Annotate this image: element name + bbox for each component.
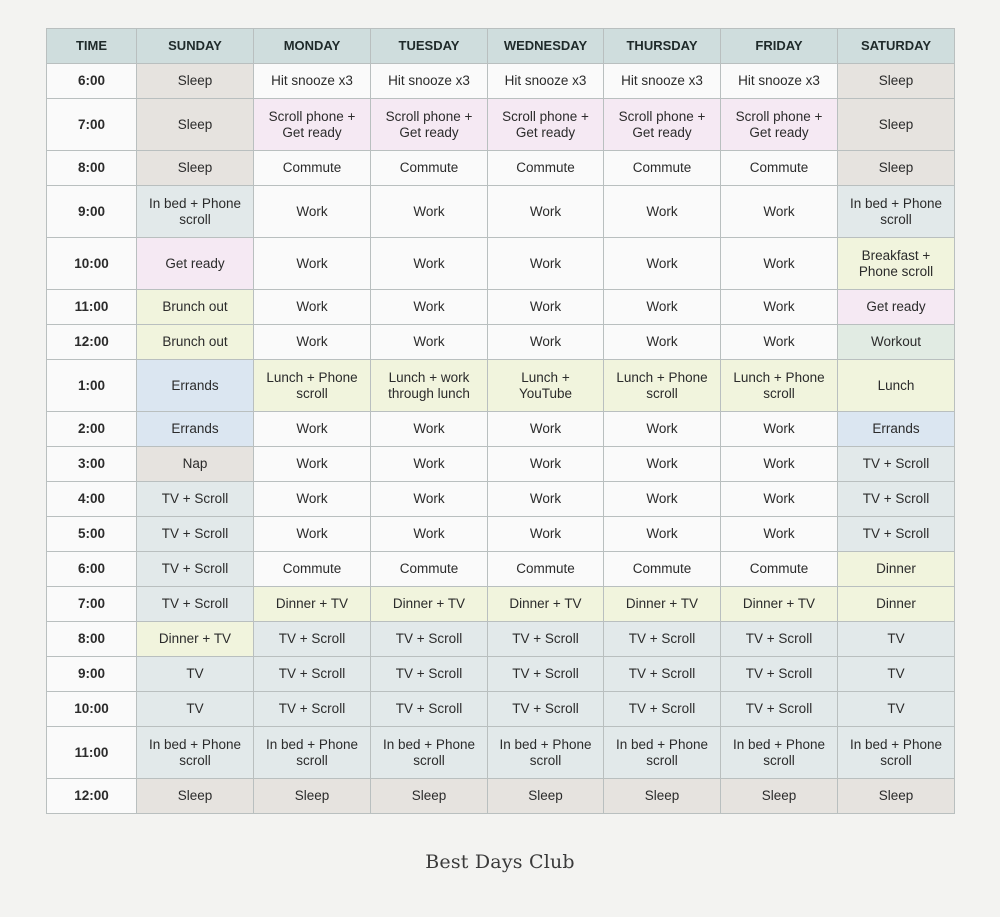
activity-cell-sunday: Errands bbox=[137, 412, 254, 447]
activity-cell-sunday: TV + Scroll bbox=[137, 587, 254, 622]
activity-cell-saturday: Workout bbox=[838, 325, 955, 360]
activity-cell-wednesday: Work bbox=[488, 412, 604, 447]
activity-cell-sunday: TV + Scroll bbox=[137, 552, 254, 587]
table-row bbox=[47, 517, 955, 552]
table-row bbox=[47, 622, 955, 657]
activity-cell-monday: Scroll phone + Get ready bbox=[254, 99, 371, 151]
activity-cell-saturday: Sleep bbox=[838, 779, 955, 814]
activity-cell-thursday: Sleep bbox=[604, 779, 721, 814]
activity-cell-thursday: Commute bbox=[604, 552, 721, 587]
activity-cell-monday: TV + Scroll bbox=[254, 622, 371, 657]
time-cell: 5:00 bbox=[47, 517, 137, 552]
activity-cell-saturday: Breakfast + Phone scroll bbox=[838, 238, 955, 290]
activity-cell-thursday: Work bbox=[604, 412, 721, 447]
activity-cell-friday: Work bbox=[721, 238, 838, 290]
activity-cell-saturday: Dinner bbox=[838, 587, 955, 622]
activity-cell-monday: Hit snooze x3 bbox=[254, 64, 371, 99]
activity-cell-wednesday: Work bbox=[488, 186, 604, 238]
activity-cell-sunday: Dinner + TV bbox=[137, 622, 254, 657]
activity-cell-tuesday: Work bbox=[371, 517, 488, 552]
activity-cell-thursday: Scroll phone + Get ready bbox=[604, 99, 721, 151]
activity-cell-wednesday: Hit snooze x3 bbox=[488, 64, 604, 99]
activity-cell-saturday: TV bbox=[838, 622, 955, 657]
activity-cell-tuesday: TV + Scroll bbox=[371, 692, 488, 727]
activity-cell-thursday: Commute bbox=[604, 151, 721, 186]
activity-cell-saturday: Errands bbox=[838, 412, 955, 447]
activity-cell-friday: Commute bbox=[721, 151, 838, 186]
time-cell: 12:00 bbox=[47, 325, 137, 360]
activity-cell-wednesday: Work bbox=[488, 325, 604, 360]
activity-cell-wednesday: In bed + Phone scroll bbox=[488, 727, 604, 779]
activity-cell-friday: Lunch + Phone scroll bbox=[721, 360, 838, 412]
time-cell: 11:00 bbox=[47, 727, 137, 779]
activity-cell-saturday: TV + Scroll bbox=[838, 482, 955, 517]
activity-cell-saturday: Get ready bbox=[838, 290, 955, 325]
schedule-table bbox=[46, 28, 955, 814]
activity-cell-friday: Work bbox=[721, 517, 838, 552]
activity-cell-tuesday: TV + Scroll bbox=[371, 657, 488, 692]
activity-cell-monday: In bed + Phone scroll bbox=[254, 727, 371, 779]
time-cell: 10:00 bbox=[47, 238, 137, 290]
activity-cell-monday: TV + Scroll bbox=[254, 657, 371, 692]
activity-cell-thursday: Work bbox=[604, 325, 721, 360]
activity-cell-friday: Sleep bbox=[721, 779, 838, 814]
table-row bbox=[47, 99, 955, 151]
activity-cell-monday: Work bbox=[254, 290, 371, 325]
time-cell: 12:00 bbox=[47, 779, 137, 814]
table-row bbox=[47, 360, 955, 412]
header-wednesday: WEDNESDAY bbox=[488, 29, 604, 64]
activity-cell-sunday: TV bbox=[137, 657, 254, 692]
activity-cell-saturday: TV + Scroll bbox=[838, 447, 955, 482]
activity-cell-wednesday: TV + Scroll bbox=[488, 657, 604, 692]
activity-cell-friday: In bed + Phone scroll bbox=[721, 727, 838, 779]
activity-cell-wednesday: Commute bbox=[488, 552, 604, 587]
activity-cell-sunday: Sleep bbox=[137, 64, 254, 99]
activity-cell-friday: Hit snooze x3 bbox=[721, 64, 838, 99]
activity-cell-wednesday: Lunch + YouTube bbox=[488, 360, 604, 412]
activity-cell-wednesday: Dinner + TV bbox=[488, 587, 604, 622]
activity-cell-friday: Work bbox=[721, 186, 838, 238]
table-row bbox=[47, 657, 955, 692]
table-row bbox=[47, 482, 955, 517]
activity-cell-wednesday: Commute bbox=[488, 151, 604, 186]
activity-cell-tuesday: Hit snooze x3 bbox=[371, 64, 488, 99]
activity-cell-saturday: Sleep bbox=[838, 151, 955, 186]
activity-cell-saturday: Lunch bbox=[838, 360, 955, 412]
header-thursday: THURSDAY bbox=[604, 29, 721, 64]
activity-cell-sunday: Get ready bbox=[137, 238, 254, 290]
activity-cell-sunday: Brunch out bbox=[137, 325, 254, 360]
activity-cell-wednesday: Work bbox=[488, 517, 604, 552]
header-monday: MONDAY bbox=[254, 29, 371, 64]
table-row bbox=[47, 587, 955, 622]
activity-cell-friday: Commute bbox=[721, 552, 838, 587]
table-row bbox=[47, 779, 955, 814]
activity-cell-tuesday: Sleep bbox=[371, 779, 488, 814]
activity-cell-sunday: Nap bbox=[137, 447, 254, 482]
table-row bbox=[47, 238, 955, 290]
activity-cell-tuesday: Scroll phone + Get ready bbox=[371, 99, 488, 151]
activity-cell-monday: Dinner + TV bbox=[254, 587, 371, 622]
activity-cell-friday: Work bbox=[721, 482, 838, 517]
activity-cell-sunday: Sleep bbox=[137, 779, 254, 814]
activity-cell-monday: Work bbox=[254, 238, 371, 290]
table-row bbox=[47, 186, 955, 238]
activity-cell-tuesday: Work bbox=[371, 290, 488, 325]
activity-cell-friday: Work bbox=[721, 412, 838, 447]
activity-cell-saturday: Dinner bbox=[838, 552, 955, 587]
activity-cell-saturday: Sleep bbox=[838, 64, 955, 99]
activity-cell-friday: TV + Scroll bbox=[721, 657, 838, 692]
activity-cell-saturday: In bed + Phone scroll bbox=[838, 727, 955, 779]
activity-cell-tuesday: Commute bbox=[371, 151, 488, 186]
header-sunday: SUNDAY bbox=[137, 29, 254, 64]
activity-cell-friday: Work bbox=[721, 290, 838, 325]
activity-cell-tuesday: Dinner + TV bbox=[371, 587, 488, 622]
activity-cell-sunday: TV + Scroll bbox=[137, 482, 254, 517]
activity-cell-wednesday: Work bbox=[488, 290, 604, 325]
activity-cell-saturday: TV bbox=[838, 692, 955, 727]
activity-cell-friday: TV + Scroll bbox=[721, 692, 838, 727]
time-cell: 7:00 bbox=[47, 587, 137, 622]
header-tuesday: TUESDAY bbox=[371, 29, 488, 64]
activity-cell-thursday: TV + Scroll bbox=[604, 622, 721, 657]
activity-cell-thursday: Work bbox=[604, 482, 721, 517]
activity-cell-tuesday: Work bbox=[371, 186, 488, 238]
activity-cell-wednesday: Work bbox=[488, 238, 604, 290]
time-cell: 9:00 bbox=[47, 186, 137, 238]
time-cell: 6:00 bbox=[47, 552, 137, 587]
activity-cell-thursday: Hit snooze x3 bbox=[604, 64, 721, 99]
activity-cell-thursday: Dinner + TV bbox=[604, 587, 721, 622]
activity-cell-sunday: Brunch out bbox=[137, 290, 254, 325]
header-row bbox=[47, 29, 955, 64]
time-cell: 11:00 bbox=[47, 290, 137, 325]
activity-cell-sunday: Errands bbox=[137, 360, 254, 412]
time-cell: 3:00 bbox=[47, 447, 137, 482]
activity-cell-wednesday: Scroll phone + Get ready bbox=[488, 99, 604, 151]
activity-cell-tuesday: Work bbox=[371, 447, 488, 482]
activity-cell-friday: Scroll phone + Get ready bbox=[721, 99, 838, 151]
activity-cell-tuesday: Work bbox=[371, 325, 488, 360]
table-row bbox=[47, 325, 955, 360]
activity-cell-thursday: Work bbox=[604, 238, 721, 290]
activity-cell-saturday: In bed + Phone scroll bbox=[838, 186, 955, 238]
activity-cell-sunday: Sleep bbox=[137, 151, 254, 186]
activity-cell-thursday: Work bbox=[604, 517, 721, 552]
activity-cell-monday: Work bbox=[254, 186, 371, 238]
activity-cell-monday: Sleep bbox=[254, 779, 371, 814]
time-cell: 8:00 bbox=[47, 622, 137, 657]
time-cell: 7:00 bbox=[47, 99, 137, 151]
activity-cell-friday: Work bbox=[721, 447, 838, 482]
table-row bbox=[47, 412, 955, 447]
activity-cell-thursday: TV + Scroll bbox=[604, 692, 721, 727]
activity-cell-wednesday: TV + Scroll bbox=[488, 692, 604, 727]
activity-cell-sunday: Sleep bbox=[137, 99, 254, 151]
header-time: TIME bbox=[47, 29, 137, 64]
activity-cell-monday: Work bbox=[254, 517, 371, 552]
activity-cell-sunday: In bed + Phone scroll bbox=[137, 727, 254, 779]
activity-cell-tuesday: TV + Scroll bbox=[371, 622, 488, 657]
activity-cell-tuesday: Work bbox=[371, 482, 488, 517]
activity-cell-thursday: Lunch + Phone scroll bbox=[604, 360, 721, 412]
table-row bbox=[47, 727, 955, 779]
table-row bbox=[47, 64, 955, 99]
time-cell: 1:00 bbox=[47, 360, 137, 412]
activity-cell-thursday: TV + Scroll bbox=[604, 657, 721, 692]
activity-cell-friday: TV + Scroll bbox=[721, 622, 838, 657]
activity-cell-friday: Work bbox=[721, 325, 838, 360]
activity-cell-wednesday: Sleep bbox=[488, 779, 604, 814]
activity-cell-tuesday: Work bbox=[371, 412, 488, 447]
activity-cell-wednesday: TV + Scroll bbox=[488, 622, 604, 657]
activity-cell-tuesday: In bed + Phone scroll bbox=[371, 727, 488, 779]
activity-cell-monday: Work bbox=[254, 447, 371, 482]
activity-cell-monday: Commute bbox=[254, 151, 371, 186]
table-row bbox=[47, 151, 955, 186]
activity-cell-thursday: Work bbox=[604, 290, 721, 325]
activity-cell-wednesday: Work bbox=[488, 482, 604, 517]
activity-cell-tuesday: Commute bbox=[371, 552, 488, 587]
activity-cell-tuesday: Work bbox=[371, 238, 488, 290]
time-cell: 4:00 bbox=[47, 482, 137, 517]
activity-cell-sunday: TV bbox=[137, 692, 254, 727]
table-row bbox=[47, 447, 955, 482]
table-row bbox=[47, 552, 955, 587]
activity-cell-thursday: Work bbox=[604, 447, 721, 482]
table-row bbox=[47, 692, 955, 727]
header-friday: FRIDAY bbox=[721, 29, 838, 64]
activity-cell-monday: Work bbox=[254, 325, 371, 360]
time-cell: 9:00 bbox=[47, 657, 137, 692]
time-cell: 10:00 bbox=[47, 692, 137, 727]
brand-logo: Best Days Club bbox=[425, 851, 575, 873]
time-cell: 2:00 bbox=[47, 412, 137, 447]
activity-cell-friday: Dinner + TV bbox=[721, 587, 838, 622]
activity-cell-sunday: TV + Scroll bbox=[137, 517, 254, 552]
schedule-body bbox=[47, 64, 955, 814]
activity-cell-saturday: TV + Scroll bbox=[838, 517, 955, 552]
activity-cell-tuesday: Lunch + work through lunch bbox=[371, 360, 488, 412]
activity-cell-monday: Work bbox=[254, 412, 371, 447]
activity-cell-sunday: In bed + Phone scroll bbox=[137, 186, 254, 238]
activity-cell-thursday: Work bbox=[604, 186, 721, 238]
activity-cell-wednesday: Work bbox=[488, 447, 604, 482]
activity-cell-monday: Lunch + Phone scroll bbox=[254, 360, 371, 412]
activity-cell-monday: Commute bbox=[254, 552, 371, 587]
activity-cell-saturday: TV bbox=[838, 657, 955, 692]
time-cell: 6:00 bbox=[47, 64, 137, 99]
header-saturday: SATURDAY bbox=[838, 29, 955, 64]
activity-cell-monday: TV + Scroll bbox=[254, 692, 371, 727]
activity-cell-thursday: In bed + Phone scroll bbox=[604, 727, 721, 779]
table-row bbox=[47, 290, 955, 325]
activity-cell-monday: Work bbox=[254, 482, 371, 517]
time-cell: 8:00 bbox=[47, 151, 137, 186]
activity-cell-saturday: Sleep bbox=[838, 99, 955, 151]
